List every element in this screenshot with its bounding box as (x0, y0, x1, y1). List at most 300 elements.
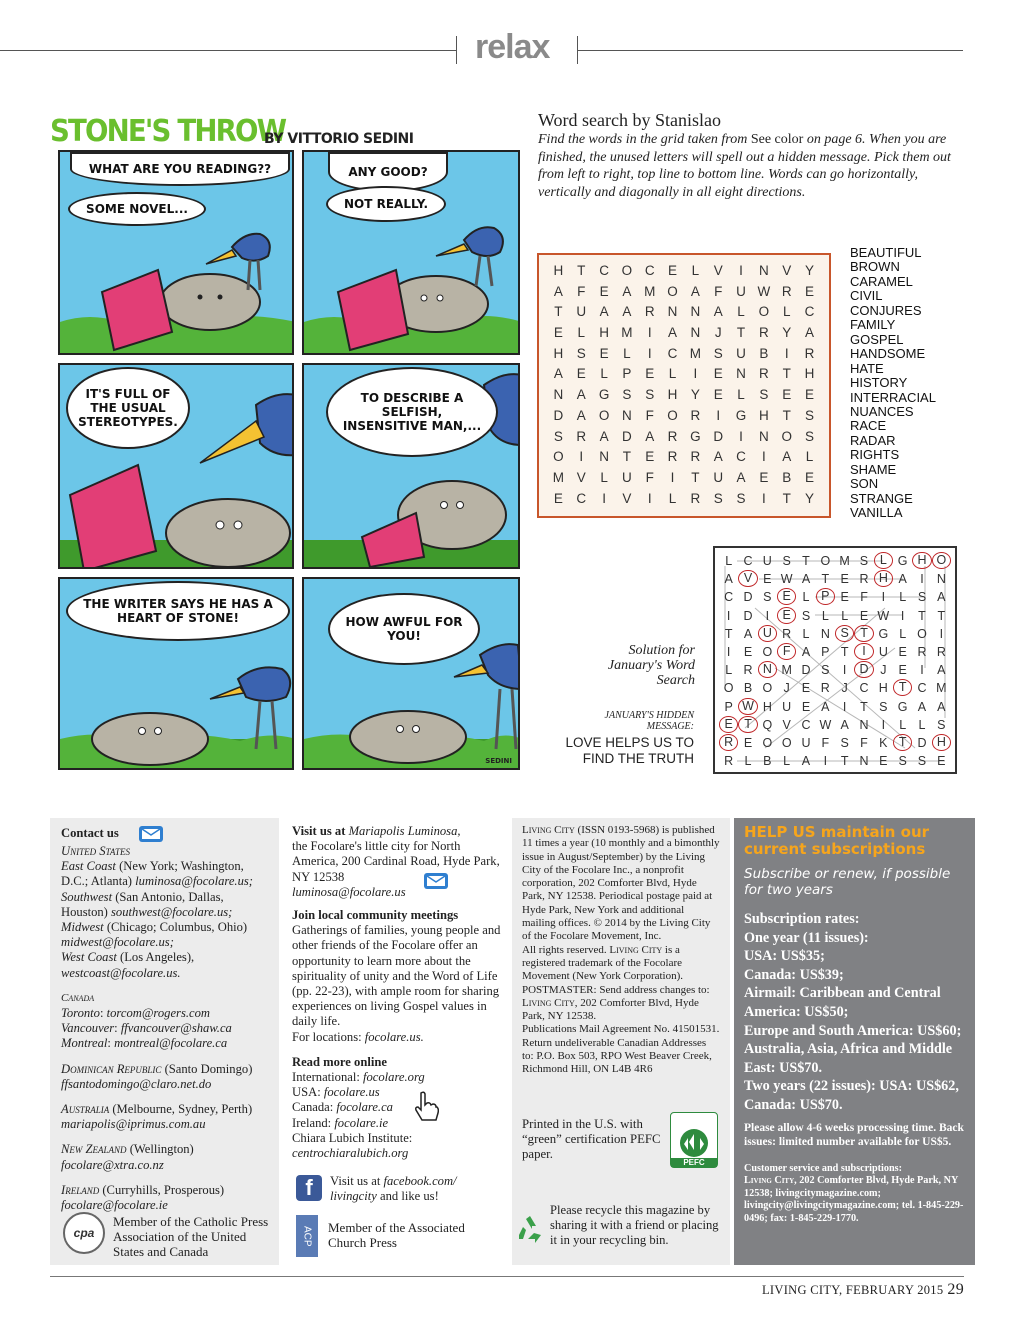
speech-bubble: THE WRITER SAYS HE HAS A HEART OF STONE! (66, 581, 290, 641)
grid-letter: N (758, 428, 769, 444)
chiara-link[interactable]: centrochiaralubich.org (292, 1146, 409, 1161)
grid-letter: S (622, 387, 632, 403)
grid-letter: O (762, 644, 773, 659)
grid-letter: N (667, 304, 678, 320)
visit-lead: Visit us at (292, 824, 349, 838)
grid-letter: T (821, 572, 830, 587)
subscription-box (734, 818, 975, 1265)
grid-letter: I (726, 644, 731, 659)
grid-letter: L (600, 469, 608, 485)
grid-letter: T (577, 263, 586, 278)
comic-panel-3 (58, 363, 294, 569)
facebook-lead: Visit us at (330, 1174, 384, 1188)
rates-heading: Subscription rates: (744, 911, 860, 927)
grid-letter: E (645, 449, 655, 465)
grid-letter: L (841, 608, 849, 623)
grid-letter: I (900, 608, 905, 623)
acp-logo: ACP (296, 1215, 318, 1257)
grid-row (547, 491, 821, 512)
grid-letter: E (553, 325, 563, 341)
link-url[interactable]: focolare.org (363, 1070, 425, 1085)
grid-letter: E (937, 754, 946, 769)
grid-letter: T (802, 554, 810, 568)
separator: : (99, 1006, 107, 1021)
grid-letter: F (645, 407, 654, 423)
grid-letter: R (690, 490, 701, 506)
circled-letter: L (874, 552, 893, 569)
grid-row (547, 408, 821, 429)
grid-letter: I (647, 490, 652, 506)
pefc-tree-icon (676, 1128, 712, 1158)
grid-letter: E (576, 366, 586, 382)
nz-email[interactable]: focolare@xtra.co.nz (61, 1157, 164, 1172)
dr-email[interactable]: ffsantodomingo@claro.net.do (61, 1076, 212, 1091)
publication-column (522, 824, 720, 1081)
acp-member-text: Member of the Associated Church Press (328, 1220, 465, 1251)
circled-letter: T (738, 716, 757, 733)
word-list (850, 246, 936, 521)
circled-letter: R (719, 734, 738, 751)
grid-letter: C (859, 681, 869, 696)
grid-letter: W (757, 283, 771, 299)
grid-letter: F (577, 283, 586, 299)
grid-letter: M (781, 663, 792, 678)
meetings-heading: Join local community meetings (292, 908, 459, 923)
grid-letter: Y (805, 263, 815, 278)
meetings-locations: For locations: (292, 1029, 365, 1044)
grid-letter: S (805, 428, 815, 444)
comic-title: STONE'S THROW (50, 114, 286, 149)
grid-letter: F (714, 283, 723, 299)
grid-letter: E (801, 699, 811, 714)
grid-letter: H (762, 699, 772, 714)
page-number: 29 (947, 1281, 964, 1298)
hidden-message-label: JANUARY'S HIDDEN MESSAGE: (604, 710, 694, 732)
grid-letter: L (600, 366, 608, 382)
online-link (292, 1116, 502, 1131)
circled-letter: I (854, 643, 873, 660)
grid-letter: R (644, 304, 655, 320)
lc-name: Living City (522, 824, 575, 836)
grid-letter: I (823, 754, 828, 769)
grid-letter: D (713, 428, 724, 444)
link-url[interactable]: focolare.us (323, 1085, 380, 1100)
word-list-item: INTERRACIAL (850, 389, 936, 405)
grid-row (719, 643, 951, 661)
grid-letter: H (553, 263, 564, 278)
grid-letter: H (804, 366, 815, 382)
grid-letter: S (879, 699, 888, 714)
grid-letter: E (599, 345, 609, 361)
grid-letter: A (801, 644, 811, 659)
grid-letter: L (918, 717, 926, 732)
grid-letter: W (877, 608, 890, 623)
grid-letter: A (937, 663, 946, 678)
grid-row (719, 570, 951, 588)
publication-text: is a registered trademark of the Focolare Movement (New York Corporation). (522, 943, 684, 983)
grid-letter: S (553, 428, 563, 444)
grid-letter: E (801, 681, 811, 696)
word-list-item: CIVIL (850, 288, 883, 304)
nz-label: New Zealand (61, 1142, 127, 1157)
au-email[interactable]: mariapolis@iprimus.com.au (61, 1117, 206, 1132)
region-email[interactable]: midwest@focolare.us; (61, 935, 174, 950)
dr-detail: (Santo Domingo) (161, 1061, 253, 1076)
city-email[interactable]: montreal@focolare.ca (114, 1036, 228, 1051)
rate-item: Canada: US$39; (744, 966, 844, 983)
grid-letter: E (898, 644, 907, 659)
grid-letter: N (936, 572, 946, 587)
grid-letter: G (690, 428, 701, 444)
grid-letter: S (801, 608, 811, 623)
grid-letter: E (713, 387, 723, 403)
speech-bubble: HOW AWFUL FOR YOU! (328, 593, 480, 665)
grid-letter: E (743, 735, 753, 750)
speech-bubble: WHAT ARE YOU READING?? (70, 152, 290, 186)
grid-row (547, 304, 821, 325)
grid-letter: S (645, 387, 655, 403)
grid-letter: T (622, 449, 632, 465)
grid-letter: V (576, 469, 586, 485)
grid-letter: T (782, 490, 791, 506)
pefc-label: PEFC (671, 1158, 717, 1167)
grid-letter: V (782, 717, 791, 732)
circled-letter: D (854, 661, 873, 678)
lc-name: Living City (744, 1175, 795, 1187)
us-contact (61, 920, 271, 950)
comic-panel-4 (302, 363, 520, 569)
grid-letter: V (713, 263, 723, 278)
grid-letter: E (668, 263, 678, 278)
grid-row (719, 607, 951, 625)
grid-letter: U (622, 469, 632, 485)
publication-text: Publications Mail Agreement No. 41501531. Return undeliverable Canadian Addresses to: P.O. Box 503, RPO West Beaver Creek, Richmond Hill, ON L4B 4R6 (522, 1023, 720, 1076)
link-label: Ireland: (292, 1115, 335, 1130)
grid-row (547, 387, 821, 408)
subscription-subheading: Subscribe or renew, if possible for two years (744, 866, 951, 898)
facebook-icon[interactable]: f (296, 1175, 322, 1201)
grid-letter: S (759, 387, 769, 403)
grid-letter: J (880, 663, 887, 678)
grid-letter: R (782, 626, 792, 641)
word-search-instructions (538, 131, 968, 201)
ie-email[interactable]: focolare@focolare.ie (61, 1198, 168, 1213)
hidden-message: LOVE HELPS US TO FIND THE TRUTH (565, 735, 694, 766)
grid-letter: D (917, 735, 927, 750)
grid-letter: L (899, 590, 907, 605)
canada-contact (61, 1006, 271, 1021)
rate-item: Airmail: Caribbean and Central America: US$50; (744, 985, 941, 1020)
grid-letter: N (859, 717, 869, 732)
visit-email[interactable]: luminosa@focolare.us (292, 884, 406, 899)
grid-letter: R (667, 428, 678, 444)
grid-letter: R (820, 681, 830, 696)
grid-letter: G (598, 387, 610, 403)
grid-letter: F (645, 469, 654, 485)
grid-letter: E (759, 469, 769, 485)
grid-letter: A (599, 304, 609, 320)
circled-letter: E (719, 716, 738, 733)
grid-letter: R (859, 572, 869, 587)
speech-bubble: TO DESCRIBE A SELFISH, INSENSITIVE MAN,... (326, 367, 498, 457)
circled-letter: S (835, 625, 854, 642)
grid-letter: R (667, 449, 678, 465)
grid-letter: A (713, 449, 723, 465)
grid-letter: L (668, 490, 677, 506)
grid-letter: O (917, 626, 927, 641)
grid-letter: Q (762, 717, 773, 732)
grid-letter: M (552, 469, 565, 485)
word-list-item: CONJURES (850, 302, 922, 318)
grid-row (719, 588, 951, 606)
grid-letter: E (840, 590, 849, 605)
facebook-link[interactable]: facebook.com/ livingcity (330, 1174, 457, 1204)
grid-letter: M (936, 681, 947, 696)
grid-letter: A (801, 754, 811, 769)
email-icon[interactable] (423, 871, 449, 891)
header-rule-right (577, 50, 963, 51)
grid-letter: I (765, 608, 770, 623)
circled-letter: H (912, 552, 931, 569)
grid-letter: A (724, 572, 733, 587)
grid-letter: A (599, 428, 609, 444)
region-email[interactable]: westcoast@focolare.us. (61, 965, 181, 980)
processing-note: Please allow 4-6 weeks processing time. Back issues: limited number available for US$5. (744, 1121, 964, 1148)
grid-letter: I (842, 699, 847, 714)
meetings-link[interactable]: focolare.us. (364, 1029, 424, 1044)
city-email[interactable]: ffvancouver@shaw.ca (120, 1021, 232, 1036)
instructions-text: Find the words in the grid taken from (538, 132, 751, 147)
grid-letter: N (622, 407, 632, 423)
header-rule-left (0, 50, 456, 51)
grid-letter: G (878, 626, 889, 641)
meetings-body: Gatherings of families, young people and other friends of the Focolare offer an opportunity to learn more about the spirituality of unity and the Word of Life (pp. 22-23), with ample room for sharing experiences on living Gospel values in daily life. (292, 923, 501, 1029)
lc-name: Living City (522, 996, 575, 1009)
grid-letter: J (841, 681, 848, 696)
grid-letter: C (576, 490, 587, 506)
circled-letter: T (893, 679, 912, 696)
rate-item: Europe and South America: US$60; (744, 1022, 962, 1039)
grid-letter: F (821, 735, 830, 750)
grid-letter: O (762, 735, 773, 750)
circled-letter: H (932, 734, 951, 751)
nz-detail: (Wellington) (126, 1142, 194, 1157)
grid-letter: L (725, 554, 733, 568)
region-name: West Coast (61, 950, 117, 965)
grid-letter: V (622, 490, 632, 506)
grid-letter: E (599, 283, 609, 299)
grid-letter: N (599, 449, 609, 465)
grid-row (547, 470, 821, 491)
grid-letter: A (821, 699, 830, 714)
region-detail: (San Antonio, Dallas, Houston) (61, 889, 224, 919)
city-email[interactable]: torcom@rogers.com (106, 1006, 210, 1021)
grid-letter: E (859, 608, 869, 623)
grid-letter: I (920, 663, 924, 678)
grid-letter: N (690, 304, 701, 320)
word-list-item: FAMILY (850, 317, 896, 333)
grid-row (719, 716, 951, 734)
grid-letter: U (713, 469, 724, 485)
grid-letter: I (693, 366, 698, 382)
dr-label: Dominican Republic (61, 1061, 162, 1076)
city-name: Toronto (61, 1006, 100, 1021)
grid-letter: R (804, 345, 815, 361)
region-name: Southwest (61, 889, 113, 904)
publication-text: , 202 Comforter Blvd, Hyde Park, NY 12538. (522, 996, 699, 1023)
grid-letter: A (553, 366, 563, 382)
grid-letter: A (937, 590, 946, 605)
grid-letter: G (897, 554, 908, 568)
online-link (292, 1070, 502, 1085)
grid-letter: I (920, 572, 924, 587)
grid-letter: I (842, 663, 847, 678)
grid-letter: O (723, 681, 734, 696)
grid-letter: E (782, 387, 792, 403)
visit-column (292, 824, 502, 1165)
grid-letter: E (763, 572, 772, 587)
grid-letter: B (782, 469, 792, 485)
grid-letter: N (820, 626, 830, 641)
grid-letter: A (840, 717, 849, 732)
grid-letter: F (860, 735, 868, 750)
grid-letter: O (781, 735, 792, 750)
grid-letter: I (761, 490, 766, 506)
grid-letter: H (878, 681, 888, 696)
grid-letter: I (647, 325, 652, 341)
contact-heading: Contact us (61, 825, 119, 840)
email-icon[interactable] (138, 824, 164, 844)
footer-publication: LIVING CITY, FEBRUARY 2015 (761, 1283, 944, 1297)
grid-letter: E (879, 754, 888, 769)
facebook-tail: and like us! (376, 1189, 439, 1204)
grid-letter: S (898, 754, 907, 769)
grid-letter: Y (782, 325, 792, 341)
grid-letter: T (691, 469, 700, 485)
grid-letter: R (936, 644, 946, 659)
grid-letter: A (690, 283, 700, 299)
grid-letter: U (736, 345, 746, 361)
word-list-item: HANDSOME (850, 346, 926, 362)
grid-letter: R (781, 283, 792, 299)
read-online-heading: Read more online (292, 1054, 387, 1069)
grid-letter: C (801, 717, 811, 732)
chiara-label: Chiara Lubich Institute: (292, 1130, 413, 1145)
grid-letter: U (878, 644, 888, 659)
au-detail: (Melbourne, Sydney, Perth) (109, 1102, 253, 1117)
grid-letter: H (667, 387, 678, 403)
grid-row (547, 366, 821, 387)
grid-letter: S (805, 407, 815, 423)
grid-letter: A (782, 449, 792, 465)
grid-letter: L (725, 663, 733, 678)
rate-item: Australia, Asia, Africa and Middle East: US$70. (744, 1041, 953, 1076)
grid-letter: E (553, 490, 563, 506)
grid-letter: F (860, 590, 868, 605)
grid-letter: S (821, 663, 830, 678)
rate-item: One year (11 issues): (744, 929, 869, 946)
grid-letter: E (805, 469, 815, 485)
grid-letter: S (736, 490, 746, 506)
city-name: Montreal (61, 1036, 108, 1051)
region-detail: (New York; Washington, D.C.; Atlanta) (61, 859, 244, 889)
grid-letter: S (937, 717, 946, 732)
grid-row (547, 346, 821, 367)
grid-letter: L (821, 608, 829, 623)
grid-letter: O (621, 263, 633, 278)
grid-letter: P (622, 366, 632, 382)
grid-letter: R (758, 325, 769, 341)
grid-letter: I (881, 717, 886, 732)
grid-letter: L (691, 263, 700, 278)
grid-letter: A (645, 428, 655, 444)
grid-letter: S (713, 490, 723, 506)
separator: : (114, 1021, 121, 1036)
grid-letter: C (724, 590, 734, 605)
grid-letter: R (743, 663, 753, 678)
grid-letter: L (805, 449, 814, 465)
circled-letter: P (816, 588, 835, 605)
circled-letter: F (777, 643, 796, 660)
grid-letter: O (553, 449, 564, 465)
grid-letter: L (737, 304, 745, 320)
grid-letter: I (939, 626, 944, 641)
grid-letter: A (743, 626, 753, 641)
grid-letter: U (576, 304, 587, 320)
rates-list (744, 929, 965, 1115)
grid-letter: H (599, 325, 609, 341)
online-link (292, 1085, 502, 1100)
grid-row (719, 661, 951, 679)
customer-service (744, 1163, 965, 1226)
grid-letter: D (743, 590, 753, 605)
grid-letter: T (918, 608, 926, 623)
link-url[interactable]: focolare.ie (334, 1115, 389, 1130)
grid-letter: S (782, 554, 791, 568)
circled-letter: E (777, 607, 796, 624)
word-list-item: SON (850, 476, 879, 492)
grid-letter: D (743, 608, 753, 623)
instructions-text: on page 6. When you are finished, the unused letters will spell out a hidden message. Pick them out from left to right, top line to bottom line. Words can go horizontally, vertically and diagonally in all eight directions. (538, 132, 951, 200)
grid-letter: R (724, 754, 734, 769)
online-links (292, 1070, 502, 1131)
grid-letter: R (758, 366, 769, 382)
circled-letter: O (932, 552, 951, 569)
facebook-text (330, 1174, 490, 1204)
grid-letter: I (881, 590, 886, 605)
grid-letter: O (667, 283, 678, 299)
ie-detail: (Curryhills, Prosperous) (99, 1182, 225, 1197)
footer-rule (50, 1276, 964, 1277)
grid-letter: R (690, 407, 701, 423)
link-url[interactable]: focolare.ca (336, 1100, 393, 1115)
pointer-hand-icon (413, 1091, 439, 1123)
grid-letter: V (782, 263, 792, 278)
word-list-item: RADAR (850, 432, 896, 448)
region-email[interactable]: luminosa@focolare.us; (135, 874, 253, 889)
grid-letter: E (898, 663, 907, 678)
grid-letter: E (713, 366, 723, 382)
grid-letter: Y (690, 387, 700, 403)
grid-letter: N (690, 325, 701, 341)
grid-letter: L (744, 754, 752, 769)
grid-letter: C (917, 681, 927, 696)
word-list-item: CARAMEL (850, 273, 913, 289)
grid-letter: T (782, 366, 791, 382)
grid-letter: L (577, 325, 585, 341)
region-email[interactable]: southwest@focolare.us; (111, 904, 233, 919)
link-label: International: (292, 1070, 363, 1085)
